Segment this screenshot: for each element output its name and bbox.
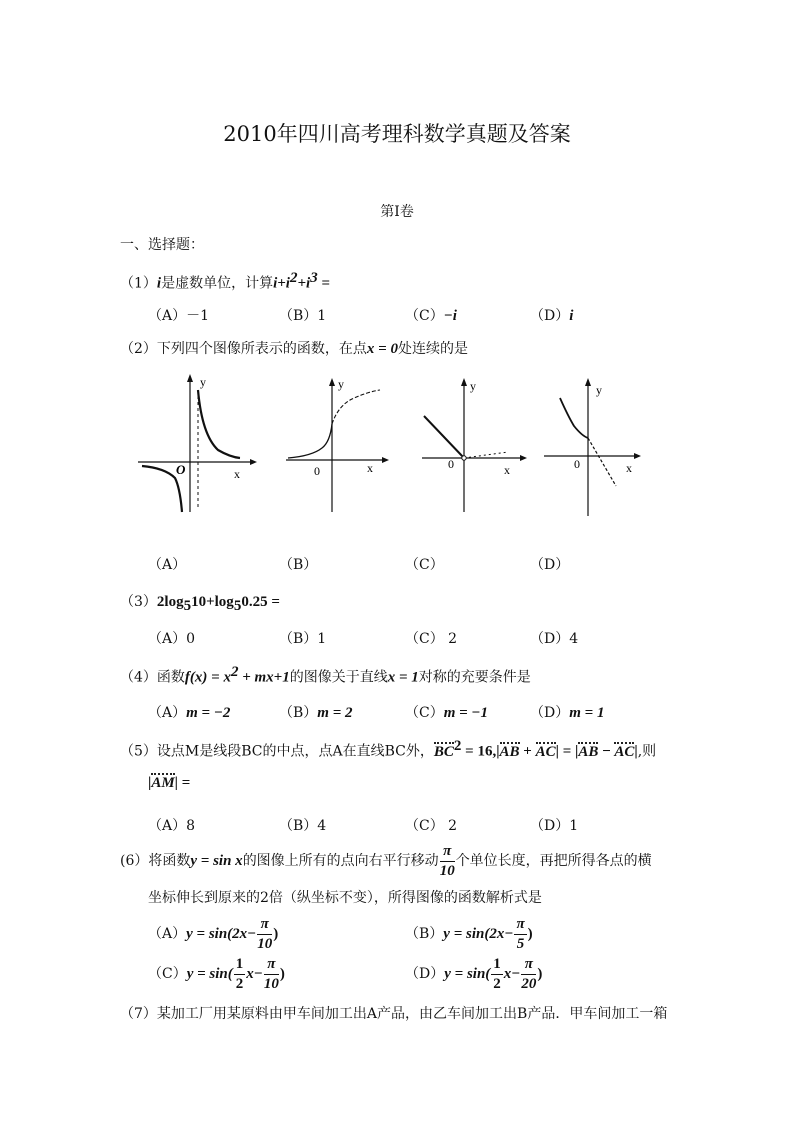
q6-option-c: （C）y = sin( $\frac{1}{2}$ x− $\frac{\pi}{10}$ ) — [148, 955, 285, 992]
volume-heading: 第I卷 — [380, 204, 414, 220]
graph-b-x-label: x — [367, 461, 373, 475]
q3-option-b: （B）1 — [279, 631, 327, 647]
q6-option-b: （B）y = sin(2x− $\frac{\pi}{5}$ ) — [405, 915, 533, 952]
graph-b-origin: 0 — [314, 464, 320, 478]
page-title: 2010年四川高考理科数学真题及答案 — [223, 122, 571, 146]
q1-option-d: （D）i — [530, 308, 574, 324]
q4-option-c: （C）m = −1 — [405, 705, 489, 721]
graph-c-y-label: y — [470, 379, 476, 393]
q4-option-d: （D）m = 1 — [530, 705, 605, 721]
graph-b-y-label: y — [338, 377, 344, 391]
q4-option-a: （A）m = −2 — [148, 705, 231, 721]
graph-d-origin: 0 — [574, 457, 580, 471]
graph-a-x-label: x — [234, 467, 240, 481]
graph-a-y-label: y — [200, 375, 206, 389]
q2-label-b: （B） — [279, 557, 318, 573]
q5-option-c: （C） 2 — [405, 818, 458, 834]
q4-option-b: （B）m = 2 — [279, 705, 353, 721]
question-1: （1）i是虚数单位，计算$i+i^2+i^3$ = — [120, 270, 331, 292]
q3-option-c: （C） 2 — [405, 631, 458, 647]
q5-option-a: （A）8 — [148, 818, 196, 834]
graph-d — [542, 374, 648, 519]
question-5: （5）设点M是线段BC的中点，点A在直线BC外，$BC^2 = 16,|AB + AC| = |AB - AC|$,则 — [120, 738, 657, 760]
graph-c-x-label: x — [504, 463, 510, 477]
q1-option-c: （C）−i — [405, 308, 457, 324]
q3-option-d: （D）4 — [530, 631, 579, 647]
q3-option-a: （A）0 — [148, 631, 196, 647]
graph-d-y-label: y — [596, 383, 602, 397]
q1-option-a: （A）－1 — [148, 308, 210, 324]
question-7: （7）某加工厂用某原料由甲车间加工出A产品，由乙车间加工出B产品．甲车间加工一箱 — [120, 1006, 668, 1022]
q6-option-d: （D）y = sin( $\frac{1}{2}$ x− $\frac{\pi}{20}$ ) — [405, 955, 543, 992]
q6-option-a: （A）y = sin(2x− $\frac{\pi}{10}$ ) — [148, 915, 279, 952]
q5-option-b: （B）4 — [279, 818, 327, 834]
question-6-line2: 坐标伸长到原来的2倍（纵坐标不变），所得图像的函数解析式是 — [148, 890, 542, 906]
question-4: （4）函数$f(x) = x^2 + mx+1$的图像关于直线x = 1对称的充要条件是 — [120, 664, 531, 686]
q5-am-expr: |AM| = — [148, 775, 191, 791]
graph-a — [130, 370, 260, 515]
section-heading: 一、选择题： — [120, 237, 204, 253]
graph-c — [418, 374, 530, 514]
question-6: (6）将函数y = sin x的图像上所有的点向右平行移动 $\frac{\pi}{10}$ 个单位长度，再把所得各点的横 — [120, 842, 652, 879]
graph-a-origin: O — [176, 462, 186, 477]
question-3: $(3)2\log_510+\log_50.25$ = — [120, 594, 280, 614]
question-2: （2）下列四个图像所表示的函数，在点x = 0处连续的是 — [120, 341, 468, 357]
q1-option-b: （B）1 — [279, 308, 327, 324]
q2-label-d: （D） — [530, 557, 570, 573]
graph-c-origin: 0 — [448, 457, 454, 471]
graph-d-x-label: x — [626, 461, 632, 475]
q5-option-d: （D）1 — [530, 818, 579, 834]
graph-b — [282, 374, 392, 514]
q2-label-a: （A） — [148, 557, 187, 573]
q2-label-c: （C） — [405, 557, 444, 573]
